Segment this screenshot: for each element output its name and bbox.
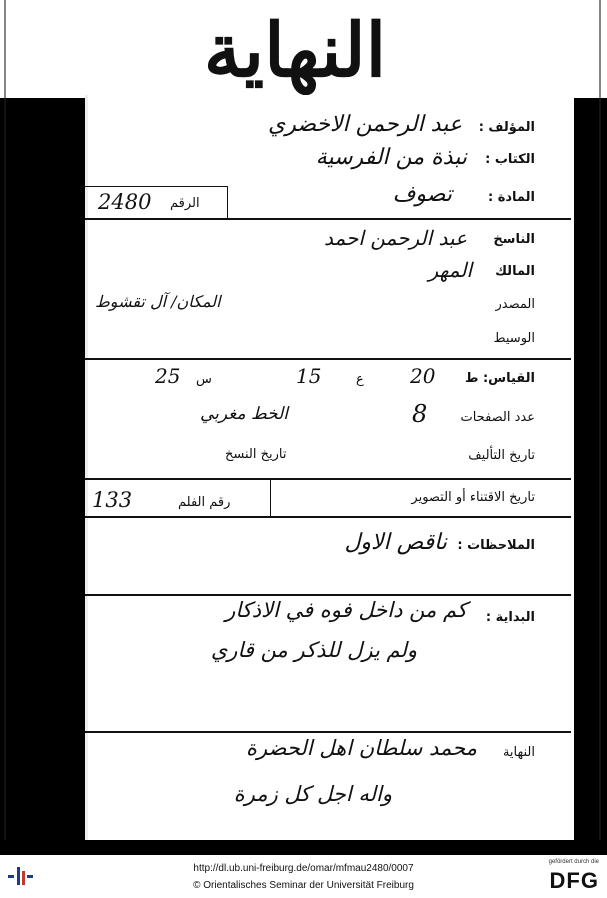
heading-text: النهاية [203,8,387,94]
script-value: الخط مغربي [200,404,289,424]
footer [0,855,607,898]
size-s-value: 25 [155,364,181,388]
author-label: المؤلف : [478,120,535,135]
funded-by-text: gefördert durch die [548,859,599,865]
pages-value: 8 [412,400,428,428]
film-label: رقم الفلم [178,495,231,510]
subject-value: تصوف [392,182,452,207]
divider [85,358,571,360]
notes-label: الملاحظات : [457,538,535,553]
source-label: المصدر [495,297,535,312]
size-t-value: 20 [410,364,436,388]
handwritten-heading [150,0,440,104]
copy-date-label: تاريخ النسخ [225,447,287,462]
size-s-label: س [196,372,212,387]
book-value: نبذة من الفرسية [315,145,467,170]
copyist-value: عبد الرحمن احمد [324,226,467,250]
acquisition-label: تاريخ الاقتناء أو التصوير [411,490,535,505]
copyist-label: الناسخ [493,232,535,247]
divider [85,478,571,480]
book-label: الكتاب : [485,152,535,167]
beginning-label: البداية : [485,610,535,625]
film-edge-left [4,0,6,840]
owner-value: المهر [428,258,472,282]
authored-date-label: تاريخ التأليف [468,448,535,463]
divider [85,516,571,518]
number-label: الرقم [170,196,200,211]
ending-line-1: محمد سلطان اهل الحضرة [246,736,477,760]
footer-url[interactable]: http://dl.ub.uni-freiburg.de/omar/mfmau2480/0007 [193,863,414,874]
number-value: 2480 [98,190,152,214]
author-value: عبد الرحمن الاخضري [267,112,462,137]
place-value: المكان/ آل تقشوط [95,292,221,311]
intermediary-label: الوسيط [493,331,535,346]
film-divider [270,478,271,516]
beginning-line-1: كم من داخل فوه في الاذكار [225,598,467,622]
size-a-label: ع [356,372,364,387]
divider [85,731,571,733]
footer-copyright: © Orientalisches Seminar der Universität Freiburg [193,880,414,891]
beginning-line-2: ولم يزل للذكر من قاري [210,638,417,662]
film-edge-right [599,0,601,840]
owner-label: المالك [495,264,535,279]
film-value: 133 [92,488,133,512]
ending-line-2: واله اجل كل زمرة [233,782,392,806]
size-label: القياس: ط [464,371,535,386]
ending-label: النهاية [502,745,535,760]
pages-label: عدد الصفحات [460,410,535,425]
subject-label: المادة : [487,190,535,205]
notes-value: ناقص الاول [344,530,447,555]
size-a-value: 15 [296,364,322,388]
dfg-logo: DFG [549,868,599,893]
divider [85,594,571,596]
